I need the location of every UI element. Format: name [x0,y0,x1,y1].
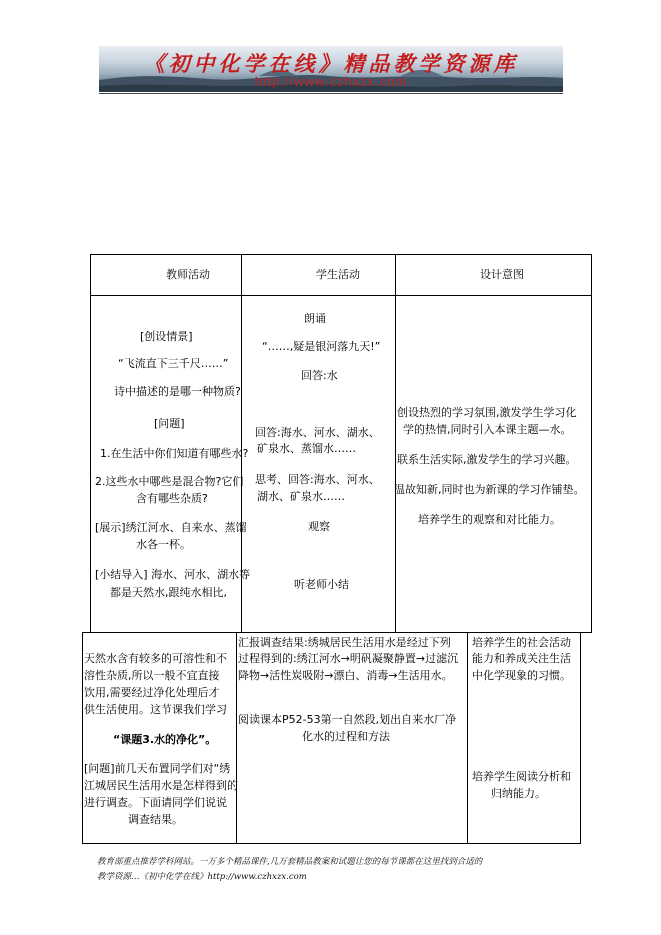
table1-teacher-cell [90,295,242,633]
teacher-line: 含有哪些杂质? [136,492,208,505]
intent-line: 归纳能力。 [491,787,546,800]
student-line: 化水的过程和方法 [302,730,390,743]
teacher-line: [问题]前几天布置同学们对“绣 [84,762,231,775]
teacher-line: [创设情景] [140,330,193,343]
teacher-line: 溶性杂质,所以一般不宜直接 [84,669,220,682]
intent-line: 中化学现象的习惯。 [472,669,571,682]
student-line: 阅读课本P52-53第一自然段,划出自来水厂净 [238,713,457,726]
student-line: “……,疑是银河落九天!” [262,340,381,353]
teacher-line: [展示]绣江河水、自来水、蒸馏 [95,521,247,534]
student-line: 回答:海水、河水、湖水、 [255,426,380,439]
intent-line: 温故知新,同时也为新课的学习作铺垫。 [394,483,585,496]
teacher-line: 水各一杯。 [136,538,191,551]
footer-line-1: 教育部重点推荐学科网站。一万多个精品课件,几万套精品教案和试题让您的每节课都在这里找到合适的 [97,857,483,867]
teacher-line: 2.这些水中哪些是混合物?它们 [95,475,244,488]
student-line: 湖水、矿泉水…… [257,490,345,503]
intent-line: 能力和养成关注生活 [472,652,571,665]
intent-line: 联系生活实际,激发学生的学习兴趣。 [397,453,577,466]
intent-line: 学的热情,同时引入本课主题—水。 [403,423,572,436]
student-line: 观察 [308,520,330,533]
footer-line-2[interactable]: 教学资源…《初中化学在线》http://www.czhxzx.com [97,872,307,882]
teacher-line: “飞流直下三千尺……” [118,357,229,370]
intent-line: 培养学生的观察和对比能力。 [418,513,561,526]
student-line: 降物→活性炭吸附→漂白、消毒→生活用水。 [238,669,453,682]
column-header-teacher: 教师活动 [166,268,210,281]
banner-title: 《初中化学在线》精品教学资源库 [143,51,519,76]
student-line: 过程得到的:绣江河水→明矾凝聚静置→过滤沉 [238,652,459,665]
footer-note [97,855,577,885]
teacher-line: 调查结果。 [128,813,183,826]
header-banner [99,46,563,92]
column-header-student: 学生活动 [316,268,360,281]
student-line: 思考、回答:海水、河水、 [255,473,380,486]
intent-line: 创设热烈的学习氛围,激发学生学习化 [397,406,577,419]
teacher-line: 江城居民生活用水是怎样得到的 [84,779,238,792]
teacher-line: 1.在生活中你们知道有哪些水? [100,447,249,460]
lesson-title: “课题3.水的净化”。 [113,733,217,746]
intent-line: 培养学生的社会活动 [472,636,571,649]
teacher-line: 饮用,需要经过净化处理后才 [84,686,220,699]
student-line: 矿泉水、蒸馏水…… [257,442,356,455]
intent-line: 培养学生阅读分析和 [472,770,571,783]
column-header-intent: 设计意图 [480,268,524,281]
student-line: 朗诵 [304,312,326,325]
teacher-line: 诗中描述的是哪一种物质? [114,385,241,398]
banner-url[interactable]: http://www.czhxzx.com [254,74,408,89]
teacher-line: 供生活使用。这节课我们学习 [84,703,227,716]
header-divider [99,93,563,94]
teacher-line: [问题] [154,417,185,430]
teacher-line: 天然水含有较多的可溶性和不 [84,652,227,665]
teacher-line: [小结导入] 海水、河水、湖水等 [95,568,251,581]
teacher-line: 进行调查。下面请同学们说说 [84,796,227,809]
student-line: 回答:水 [301,369,338,382]
student-line: 汇报调查结果:绣城居民生活用水是经过下列 [238,636,451,649]
teacher-line: 都是天然水,跟纯水相比, [110,586,227,599]
student-line: 听老师小结 [294,578,349,591]
